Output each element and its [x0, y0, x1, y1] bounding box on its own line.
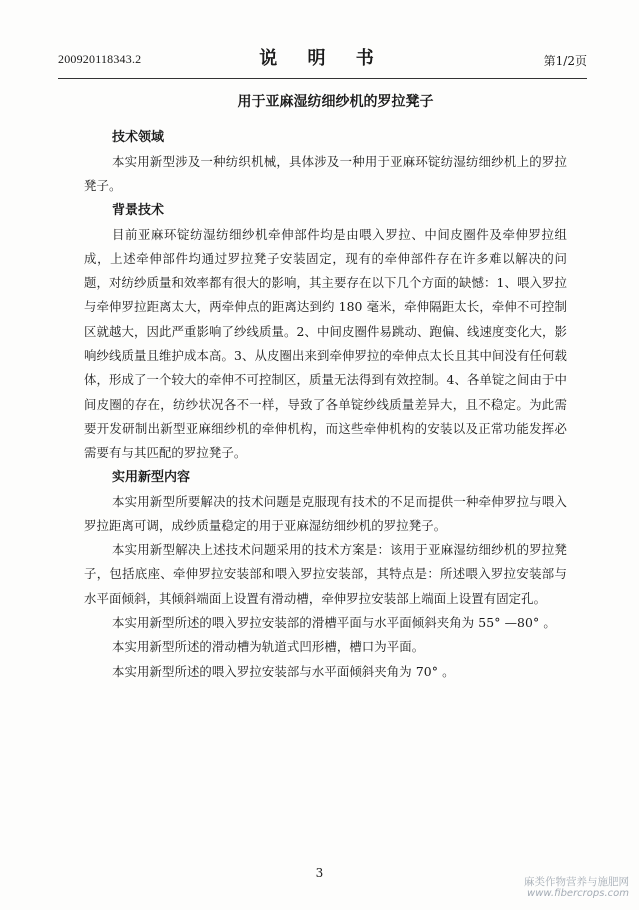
document-type-title: 说 明 书 [259, 48, 386, 69]
article-title: 用于亚麻湿纺细纱机的罗拉凳子 [237, 94, 434, 110]
paragraph: 本实用新型涉及一种纺织机械，具体涉及一种用于亚麻环锭纺湿纺细纱机上的罗拉凳子。 [84, 154, 567, 194]
page-header [58, 40, 587, 80]
paragraph: 本实用新型所述的喂入罗拉安装部与水平面倾斜夹角为 70° 。 [112, 663, 455, 679]
document-body [84, 92, 567, 684]
header-rule [58, 78, 587, 79]
section-heading-content: 实用新型内容 [112, 469, 191, 485]
paragraph: 本实用新型解决上述技术问题采用的技术方案是：该用于亚麻湿纺细纱机的罗拉凳子，包括底座、牵伸罗拉安装部和喂入罗拉安装部，其特点是：所述喂入罗拉安装部与水平面倾斜，其倾斜端面上设置有滑动槽，牵伸罗拉安装部上端面上设置有固定孔。 [84, 542, 567, 606]
page-number: 3 [315, 866, 324, 880]
document-number: 200920118343.2 [58, 52, 142, 66]
page-indicator: 第1/2页 [543, 54, 587, 68]
paragraph: 目前亚麻环锭纺湿纺细纱机牵伸部件均是由喂入罗拉、中间皮圈件及牵伸罗拉组成，上述牵伸部件均通过罗拉凳子安装固定，现有的牵伸部件存在许多难以解决的问题，对纺纱质量和效率都有很大的影响，其主要存在以下几个方面的缺憾：1、喂入罗拉与牵伸罗拉距离太大，两牵伸点的距离达到约 180 毫米，牵伸隔距太长，牵伸不可控制区就越大，因此严重影响了纱线质量。2、中间皮圈件易跳动、跑偏、线速度变化大，影响纱线质量且维护成本高。3、从皮圈出来到牵伸罗拉的牵伸点太长且其中间没有任何载体，形成了一个较大的牵伸不可控制区，质量无法得到有效控制。4、各单锭之间由于中间皮圈的存在，纺纱状况各不一样，导致了各单锭纱线质量差异大，且不稳定。为此需要开发研制出新型亚麻细纱机的牵伸机构，而这些牵伸机构的安装以及正常功能发挥必需要有与其匹配的罗拉凳子。 [84, 226, 567, 461]
paragraph: 本实用新型所述的滑动槽为轨道式凹形槽，槽口为平面。 [112, 639, 425, 655]
paragraph: 本实用新型所要解决的技术问题是克服现有技术的不足而提供一种牵伸罗拉与喂入罗拉距离可调，成纱质量稳定的用于亚麻湿纺细纱机的罗拉凳子。 [84, 493, 567, 533]
section-heading-background: 背景技术 [112, 202, 165, 218]
watermark-url: www.fibercrops.com [527, 888, 629, 899]
site-watermark [524, 876, 629, 900]
watermark-site-name: 麻类作物营养与施肥网 [524, 876, 629, 888]
section-heading-tech-field: 技术领域 [112, 130, 165, 145]
paragraph: 本实用新型所述的喂入罗拉安装部的滑槽平面与水平面倾斜夹角为 55° —80° 。 [112, 615, 556, 631]
